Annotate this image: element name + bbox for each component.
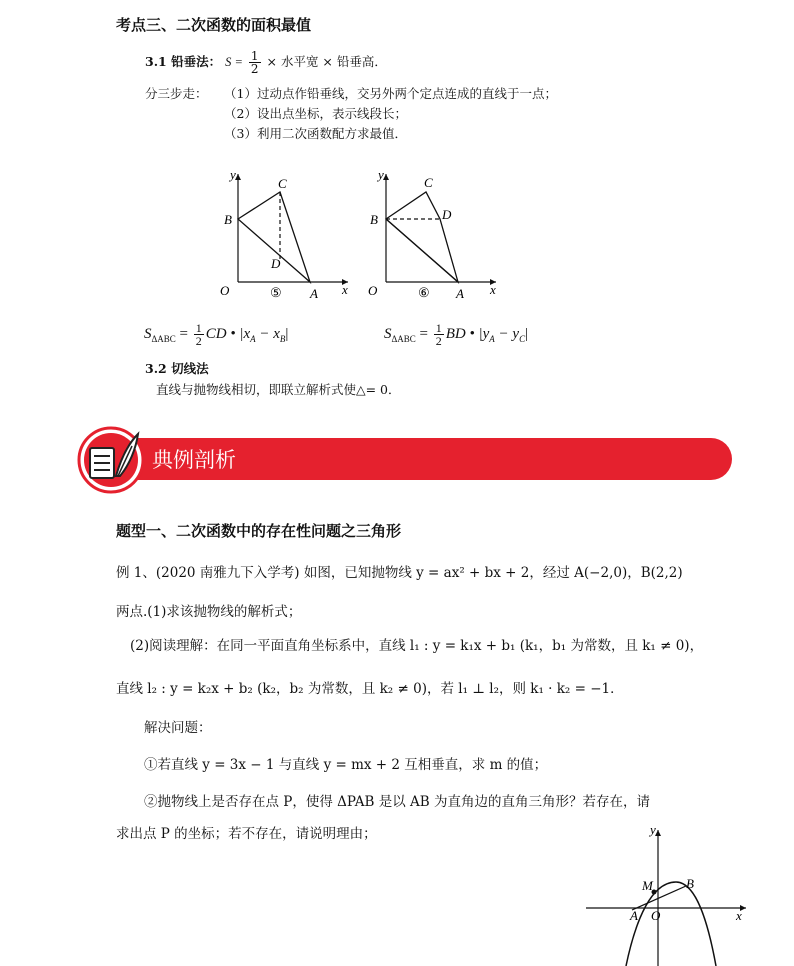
example-line-3: (2)阅读理解：在同一平面直角坐标系中，直线 l₁ : y = k₁x + b₁ (k₁，b₁ 为常数，且 k₁ ≠ 0)， xyxy=(130,638,704,654)
formula-sub-b: B xyxy=(279,333,286,344)
fig5-label-o: O xyxy=(220,283,230,298)
graph-label-b: B xyxy=(686,876,694,891)
formula-end: | xyxy=(525,325,529,342)
formula-minus: − x xyxy=(255,325,280,342)
example-line-6: ①若直线 y = 3x − 1 与直线 y = mx + 2 互相垂直，求 m 的值； xyxy=(144,757,548,773)
fig5-label-x: x xyxy=(342,282,348,297)
example-line-1: 例 1、(2020 南雅九下入学考) 如图，已知抛物线 y = ax² + bx + 2，经过 A(−2,0)，B(2,2) xyxy=(116,565,683,581)
step-3: （3）利用二次函数配方求最值． xyxy=(224,126,407,141)
example-line-2: 两点.(1)求该抛物线的解析式； xyxy=(116,604,302,620)
fraction-denominator: 2 xyxy=(435,334,442,348)
method-32-text: 直线与抛物线相切，即联立解析式使△= 0． xyxy=(156,382,401,397)
step-1: （1）过动点作铅垂线，交另外两个定点连成的直线于一点； xyxy=(224,86,557,101)
fig6-label-y: y xyxy=(378,167,384,182)
example-line-4: 直线 l₂ : y = k₂x + b₂ (k₂，b₂ 为常数，且 k₂ ≠ 0)，若 l₁ ⊥ l₂，则 k₁ · k₂ = −1． xyxy=(116,681,624,697)
example-line-5: 解决问题： xyxy=(144,720,212,736)
parabola-graph xyxy=(584,822,756,966)
formula-minus: − y xyxy=(494,325,520,342)
formula-area-5 xyxy=(144,322,288,347)
figure-5 xyxy=(212,164,356,304)
fig5-label-y: y xyxy=(230,167,236,182)
fraction-numerator: 1 xyxy=(435,321,442,335)
formula-sub-b: C xyxy=(519,333,526,344)
quill-book-icon xyxy=(76,424,150,494)
fig6-number: ⑥ xyxy=(418,285,430,300)
formula-end: | xyxy=(285,325,289,342)
graph-label-y: y xyxy=(650,822,656,837)
formula-eq: = xyxy=(175,325,189,342)
section-title: 考点三、二次函数的面积最值 xyxy=(116,16,312,34)
formula-fraction xyxy=(194,322,204,347)
method-32-label: 3.2 切线法 xyxy=(145,361,209,376)
fig5-label-c: C xyxy=(278,176,287,191)
example-line-7: ②抛物线上是否存在点 P，使得 ΔPAB 是以 AB 为直角边的直角三角形？若存在，请 xyxy=(144,794,650,810)
formula-rest: BD • |y xyxy=(445,325,490,342)
fig6-label-c: C xyxy=(424,175,433,190)
fig5-label-b: B xyxy=(224,212,232,227)
formula-sub: ΔABC xyxy=(151,333,176,344)
method-31-label: 3.1 铅垂法： xyxy=(145,54,222,69)
fig6-label-o: O xyxy=(368,283,378,298)
method-31-formula-left: S = xyxy=(225,55,243,69)
graph-label-x: x xyxy=(736,908,742,923)
fraction-denominator: 2 xyxy=(250,62,259,76)
method-31-formula-right: × 水平宽 × 铅垂高． xyxy=(266,54,387,69)
fraction-denominator: 2 xyxy=(195,334,202,348)
fig6-label-b: B xyxy=(370,212,378,227)
formula-rest: CD • |x xyxy=(205,325,251,342)
graph-label-o: O xyxy=(651,908,661,923)
fig5-label-a: A xyxy=(310,286,318,301)
formula-fraction xyxy=(434,322,444,347)
formula-sub: ΔABC xyxy=(391,333,416,344)
figure-6 xyxy=(360,164,504,304)
banner-title: 典例剖析 xyxy=(152,448,236,472)
problem-type-title: 题型一、二次函数中的存在性问题之三角形 xyxy=(116,522,402,540)
fraction-numerator: 1 xyxy=(195,321,202,335)
fig6-label-a: A xyxy=(456,286,464,301)
graph-label-a: A xyxy=(630,908,638,923)
example-line-8: 求出点 P 的坐标；若不存在，请说明理由； xyxy=(116,826,377,842)
steps-label: 分三步走： xyxy=(145,86,208,101)
step-2: （2）设出点坐标，表示线段长； xyxy=(224,106,407,121)
formula-s: S xyxy=(384,325,392,342)
formula-s: S xyxy=(144,325,152,342)
fig5-number: ⑤ xyxy=(270,285,282,300)
method-31-fraction xyxy=(249,50,261,75)
graph-label-m: M xyxy=(642,878,653,893)
fig6-label-x: x xyxy=(490,282,496,297)
method-31 xyxy=(145,50,387,75)
formula-sub-a: A xyxy=(489,333,495,344)
fig5-label-d: D xyxy=(271,256,281,271)
formula-sub-a: A xyxy=(250,333,256,344)
formula-area-6 xyxy=(384,322,528,347)
formula-eq: = xyxy=(415,325,429,342)
fraction-numerator: 1 xyxy=(250,49,259,63)
fig6-label-d: D xyxy=(442,207,452,222)
